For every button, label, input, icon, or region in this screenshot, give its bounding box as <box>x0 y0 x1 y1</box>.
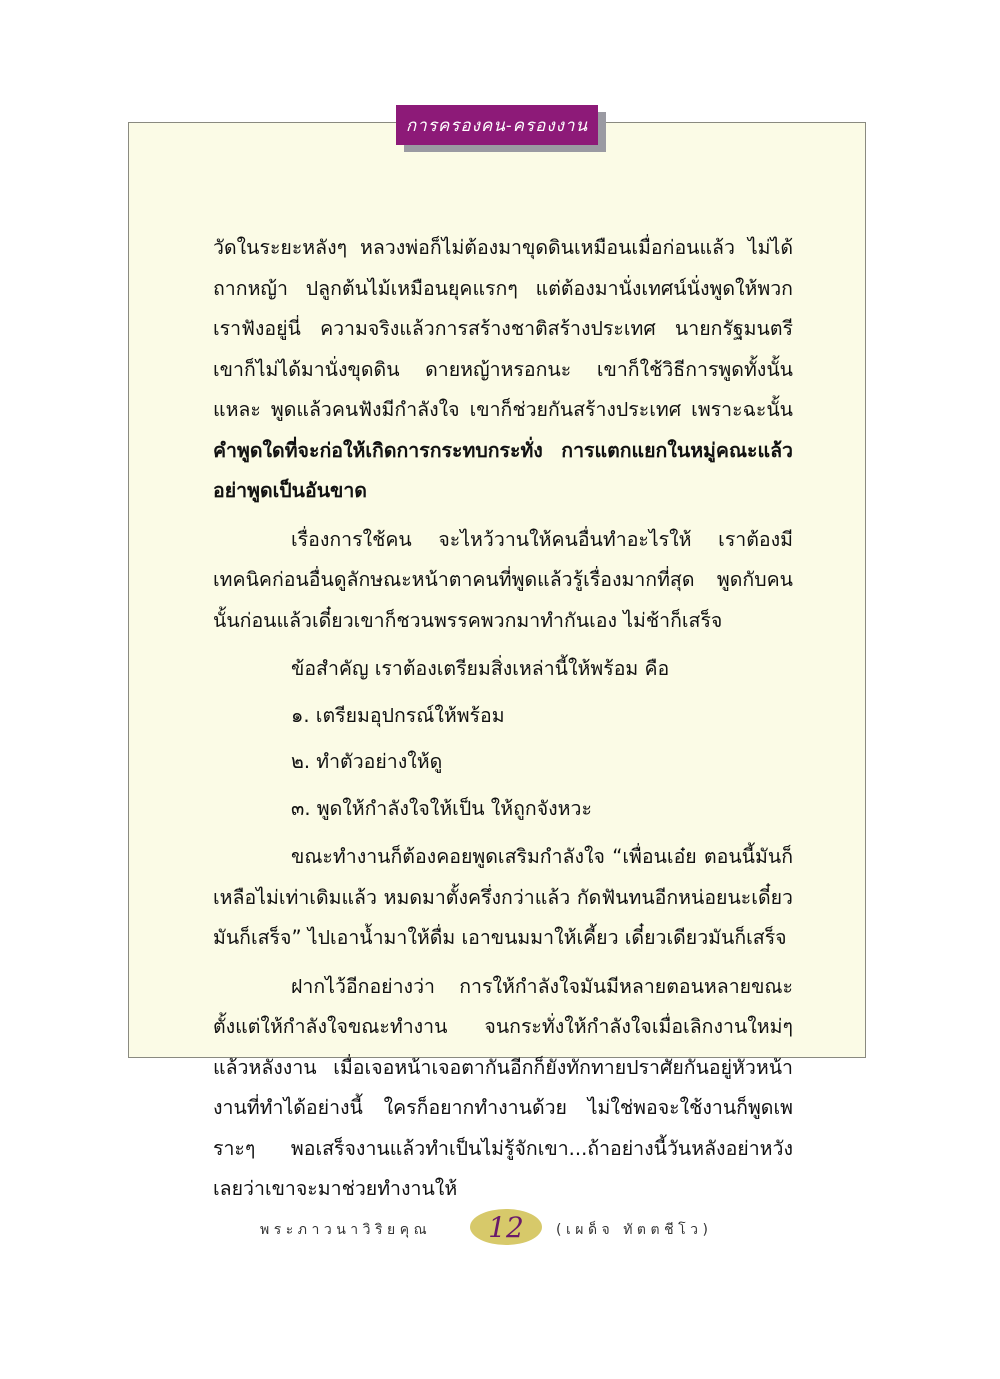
paragraph-4: ขณะทำงานก็ต้องคอยพูดเสริมกำลังใจ “เพื่อนเอ๋ย ตอนนี้มันก็เหลือไม่เท่าเดิมแล้ว หมดมาตั้งครึ่งกว่าแล้ว กัดฟันทนอีกหน่อยนะเดี๋ยวมันก็เสร็จ” ไปเอาน้ำมาให้ดื่ม เอาขนมมาให้เคี้ยว เดี๋ยวเดียวมันก็เสร็จ <box>213 845 793 949</box>
list-item: ๑. เตรียมอุปกรณ์ให้พร้อม <box>291 703 505 727</box>
footer-author: พระภาวนาวิริยคุณ <box>260 1222 432 1238</box>
body-text <box>213 228 793 1210</box>
footer <box>128 1205 866 1255</box>
page-number: 12 <box>470 1209 542 1245</box>
paragraph-1-text: วัดในระยะหลังๆ หลวงพ่อก็ไม่ต้องมาขุดดินเหมือนเมื่อก่อนแล้ว ไม่ได้ถากหญ้า ปลูกต้นไม้เหมือนยุคแรกๆ แต่ต้องมานั่งเทศน์นั่งพูดให้พวกเราฟังอยู่นี่ ความจริงแล้วการสร้างชาติสร้างประเทศ นายกรัฐมนตรีเขาก็ไม่ได้มานั่งขุดดิน ดายหญ้าหรอกนะ เขาก็ใช้วิธีการพูดทั้งนั้นแหละ พูดแล้วคนฟังมีกำลังใจ เขาก็ช่วยกันสร้างประเทศ เพราะฉะนั้น <box>213 236 793 421</box>
list-item: ๓. พูดให้กำลังใจให้เป็น ให้ถูกจังหวะ <box>291 796 592 820</box>
paragraph-3: ข้อสำคัญ เราต้องเตรียมสิ่งเหล่านี้ให้พร้อม คือ <box>291 657 670 680</box>
paragraph-5: ฝากไว้อีกอย่างว่า การให้กำลังใจมันมีหลายตอนหลายขณะตั้งแต่ให้กำลังใจขณะทำงาน จนกระทั่งให้กำลังใจเมื่อเลิกงานใหม่ๆแล้วหลังงาน เมื่อเจอหน้าเจอตากันอีกก็ยังทักทายปราศัยกันอยู่หัวหน้างานที่ทำได้อย่างนี้ ใครก็อยากทำงานด้วย ไม่ใช่พอจะใช้งานก็พูดเพราะๆ พอเสร็จงานแล้วทำเป็นไม่รู้จักเขา...ถ้าอย่างนี้วันหลังอย่าหวังเลยว่าเขาจะมาช่วยทำงานให้ <box>213 974 793 1200</box>
paragraph-1-bold: คำพูดใดที่จะก่อให้เกิดการกระทบกระทั่ง การแตกแยกในหมู่คณะแล้ว อย่าพูดเป็นอันขาด <box>213 438 793 502</box>
chapter-header: การครองคน-ครองงาน <box>396 105 598 145</box>
paragraph-2: เรื่องการใช้คน จะไหว้วานให้คนอื่นทำอะไรให้ เราต้องมีเทคนิคก่อนอื่นดูลักษณะหน้าตาคนที่พูดแล้วรู้เรื่องมากที่สุด พูดกับคนนั้นก่อนแล้วเดี๋ยวเขาก็ชวนพรรคพวกมาทำกันเอง ไม่ช้าก็เสร็จ <box>213 527 793 632</box>
paragraph-1 <box>213 228 793 512</box>
footer-name: (เผด็จ ทัตตชีโว) <box>556 1222 713 1238</box>
list-item: ๒. ทำตัวอย่างให้ดู <box>291 750 443 773</box>
